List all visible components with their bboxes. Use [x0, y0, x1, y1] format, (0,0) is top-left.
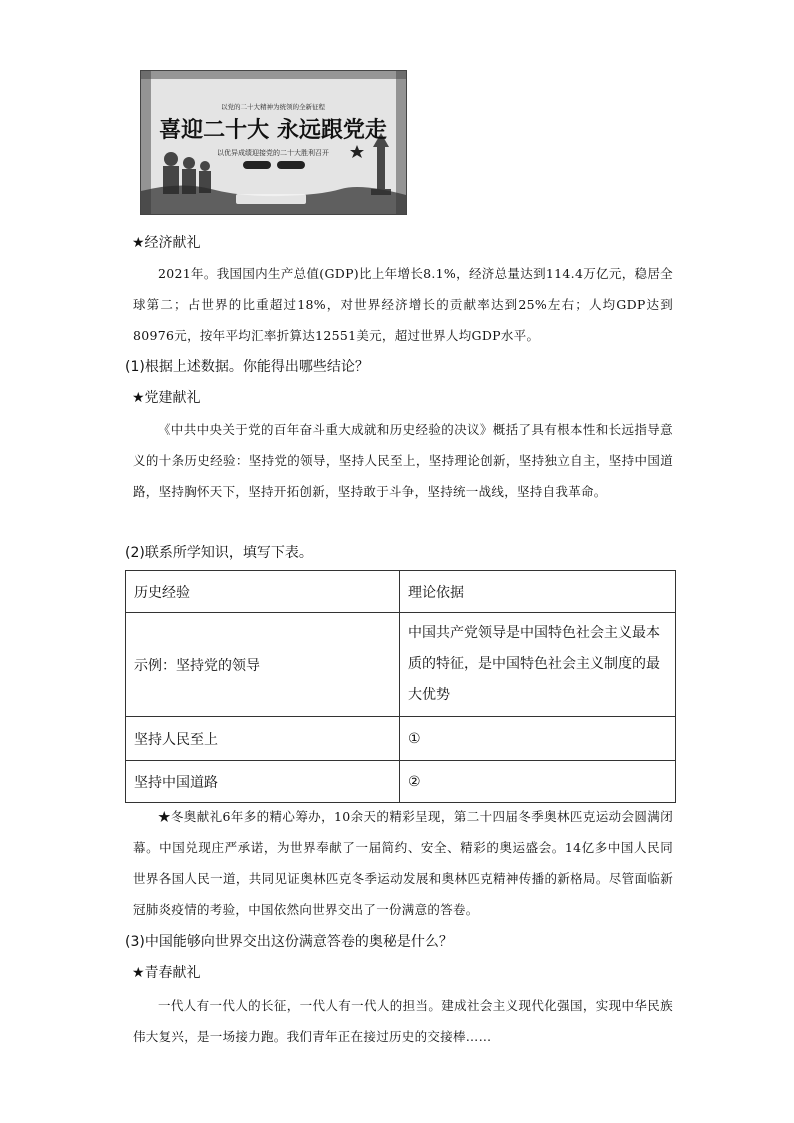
- table-cell: 坚持人民至上: [126, 717, 400, 761]
- question-3: (3)中国能够向世界交出这份满意答卷的奥秘是什么？: [125, 934, 453, 950]
- youth-paragraph: [133, 990, 673, 1052]
- experience-table: [125, 570, 676, 803]
- party-text: 《中共中央关于党的百年奋斗重大成就和历史经验的决议》概括了具有根本性和长远指导意义的十条历史经验：坚持党的领导，坚持人民至上，坚持理论创新，坚持独立自主，坚持中国道路，坚持胸怀天下，坚持开拓创新，坚持敢于斗争，坚持统一战线，坚持自我革命。: [133, 422, 673, 499]
- banner-title: 喜迎二十大 永远跟党走: [159, 117, 387, 143]
- banner-top-line: 以党的二十大精神为统领的全新征程: [221, 103, 325, 111]
- banner-subtitle: 以优异成绩迎接党的二十大胜利召开: [217, 149, 329, 157]
- banner-image: [140, 70, 407, 215]
- table-row: [126, 761, 676, 803]
- table-cell: ①: [400, 717, 676, 761]
- youth-text: 一代人有一代人的长征，一代人有一代人的担当。建成社会主义现代化强国，实现中华民族伟大复兴，是一场接力跑。我们青年正在接过历史的交接棒……: [133, 998, 673, 1044]
- banner-graphic: [141, 71, 406, 214]
- table-row: [126, 613, 676, 717]
- economy-text: 2021年。我国国内生产总值(GDP)比上年增长8.1%，经济总量达到114.4万亿元，稳居全球第二；占世界的比重超过18%，对世界经济增长的贡献率达到25%左右；人均GDP达到80976元，按年平均汇率折算达12551美元，超过世界人均GDP水平。: [133, 266, 673, 343]
- economy-heading: ★经济献礼: [132, 235, 201, 251]
- question-2: (2)联系所学知识，填写下表。: [125, 545, 313, 561]
- table-header-basis: 理论依据: [400, 571, 676, 613]
- table-cell: 中国共产党领导是中国特色社会主义最本质的特征，是中国特色社会主义制度的最大优势: [400, 613, 676, 717]
- table-cell: ②: [400, 761, 676, 803]
- party-paragraph: [133, 414, 673, 507]
- table-cell: 坚持中国道路: [126, 761, 400, 803]
- youth-heading: ★青春献礼: [132, 965, 201, 981]
- economy-paragraph: [133, 258, 673, 351]
- party-heading: ★党建献礼: [132, 390, 201, 406]
- question-1: (1)根据上述数据。你能得出哪些结论？: [125, 359, 369, 375]
- table-cell: 示例：坚持党的领导: [126, 613, 400, 717]
- table-header-experience: 历史经验: [126, 571, 400, 613]
- table-row: [126, 717, 676, 761]
- table-header-row: [126, 571, 676, 613]
- olympics-text: ★冬奥献礼6年多的精心筹办，10余天的精彩呈现，第二十四届冬季奥林匹克运动会圆满闭幕。中国兑现庄严承诺，为世界奉献了一届简约、安全、精彩的奥运盛会。14亿多中国人民同世界各国人民一道，共同见证奥林匹克冬季运动发展和奥林匹克精神传播的新格局。尽管面临新冠肺炎疫情的考验，中国依然向世界交出了一份满意的答卷。: [133, 809, 673, 917]
- olympics-paragraph: [133, 801, 673, 925]
